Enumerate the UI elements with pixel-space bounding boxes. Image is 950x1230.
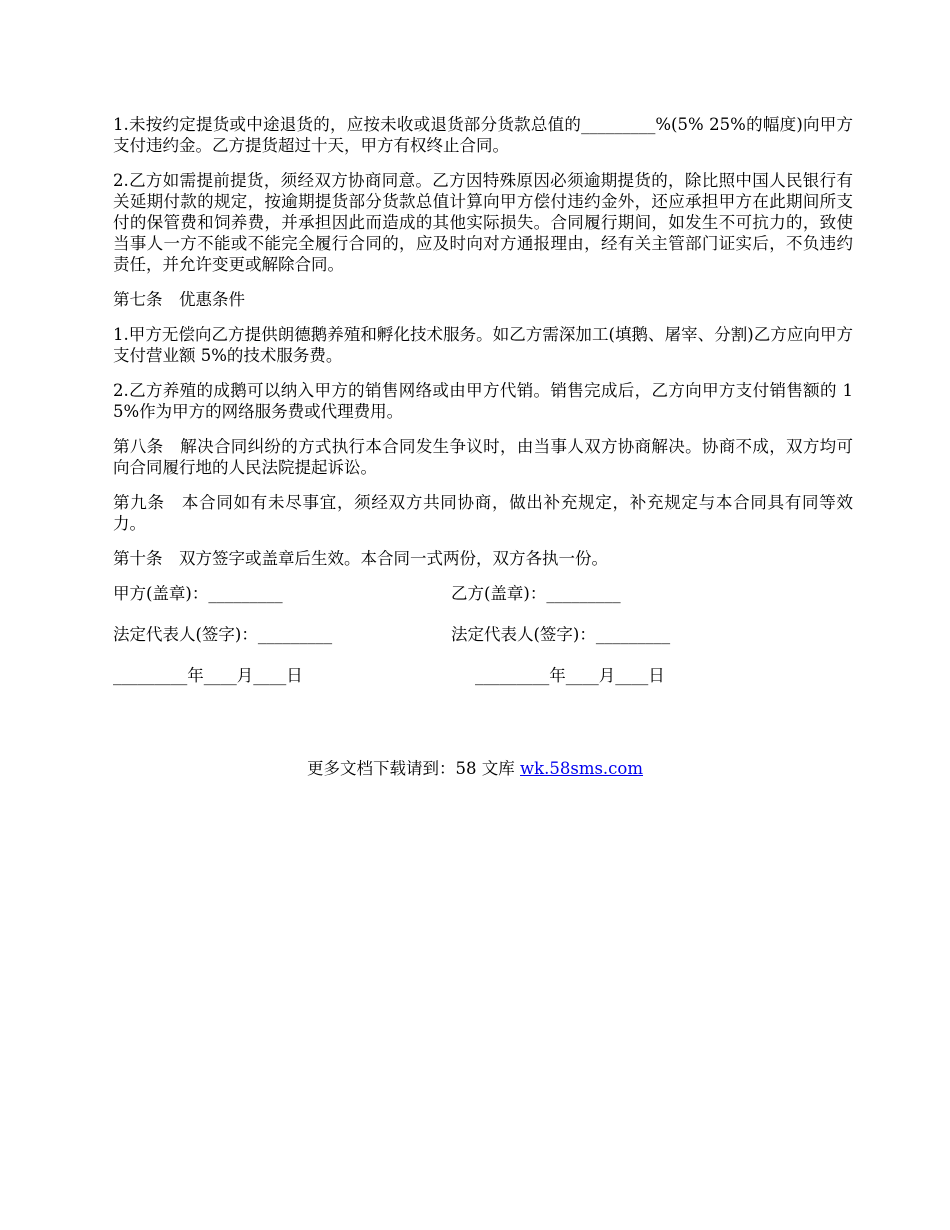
seal-row: [113, 583, 853, 604]
article-8: 第八条 解决合同纠纷的方式执行本合同发生争议时，由当事人双方协商解决。协商不成，双方均可向合同履行地的人民法院提起诉讼。: [113, 437, 853, 477]
party-b-seal: 乙方(盖章)：_________: [451, 584, 621, 603]
article-7-item-2: 2.乙方养殖的成鹅可以纳入甲方的销售网络或由甲方代销。销售完成后，乙方向甲方支付销售额的 15%作为甲方的网络服务费或代理费用。: [113, 381, 853, 421]
article-10: 第十条 双方签字或盖章后生效。本合同一式两份，双方各执一份。: [113, 549, 608, 568]
date-row: [113, 665, 853, 686]
article-7-item-1: 1.甲方无偿向乙方提供朗德鹅养殖和孵化技术服务。如乙方需深加工(填鹅、屠宰、分割)乙方应向甲方支付营业额 5%的技术服务费。: [113, 325, 853, 365]
article-7-heading: 第七条 优惠条件: [113, 290, 245, 309]
party-a-seal: 甲方(盖章)：_________: [113, 584, 283, 603]
footer-link[interactable]: wk.58sms.com: [519, 759, 643, 778]
penalty-clause-1: 1.未按约定提货或中途退货的，应按未收或退货部分货款总值的_________%(5% 25%的幅度)向甲方支付违约金。乙方提货超过十天，甲方有权终止合同。: [113, 115, 853, 155]
representative-row: [113, 624, 853, 645]
party-b-date: _________年____月____日: [475, 666, 665, 685]
penalty-clause-2: 2.乙方如需提前提货，须经双方协商同意。乙方因特殊原因必须逾期提货的，除比照中国人民银行有关延期付款的规定，按逾期提货部分货款总值计算向甲方偿付违约金外，还应承担甲方在此期间所支付的保管费和饲养费，并承担因此而造成的其他实际损失。合同履行期间，如发生不可抗力的，致使当事人一方不能或不能完全履行合同的，应及时向对方通报理由，经有关主管部门证实后，不负违约责任，并允许变更或解除合同。: [113, 171, 853, 274]
document-body: [113, 114, 853, 706]
article-9: 第九条 本合同如有未尽事宜，须经双方共同协商，做出补充规定，补充规定与本合同具有同等效力。: [113, 493, 853, 533]
party-a-date: _________年____月____日: [113, 666, 303, 685]
download-footer: [0, 758, 950, 779]
party-b-representative: 法定代表人(签字)：_________: [451, 625, 671, 644]
footer-text: 更多文档下载请到：58 文库: [306, 759, 520, 778]
party-a-representative: 法定代表人(签字)：_________: [113, 625, 333, 644]
